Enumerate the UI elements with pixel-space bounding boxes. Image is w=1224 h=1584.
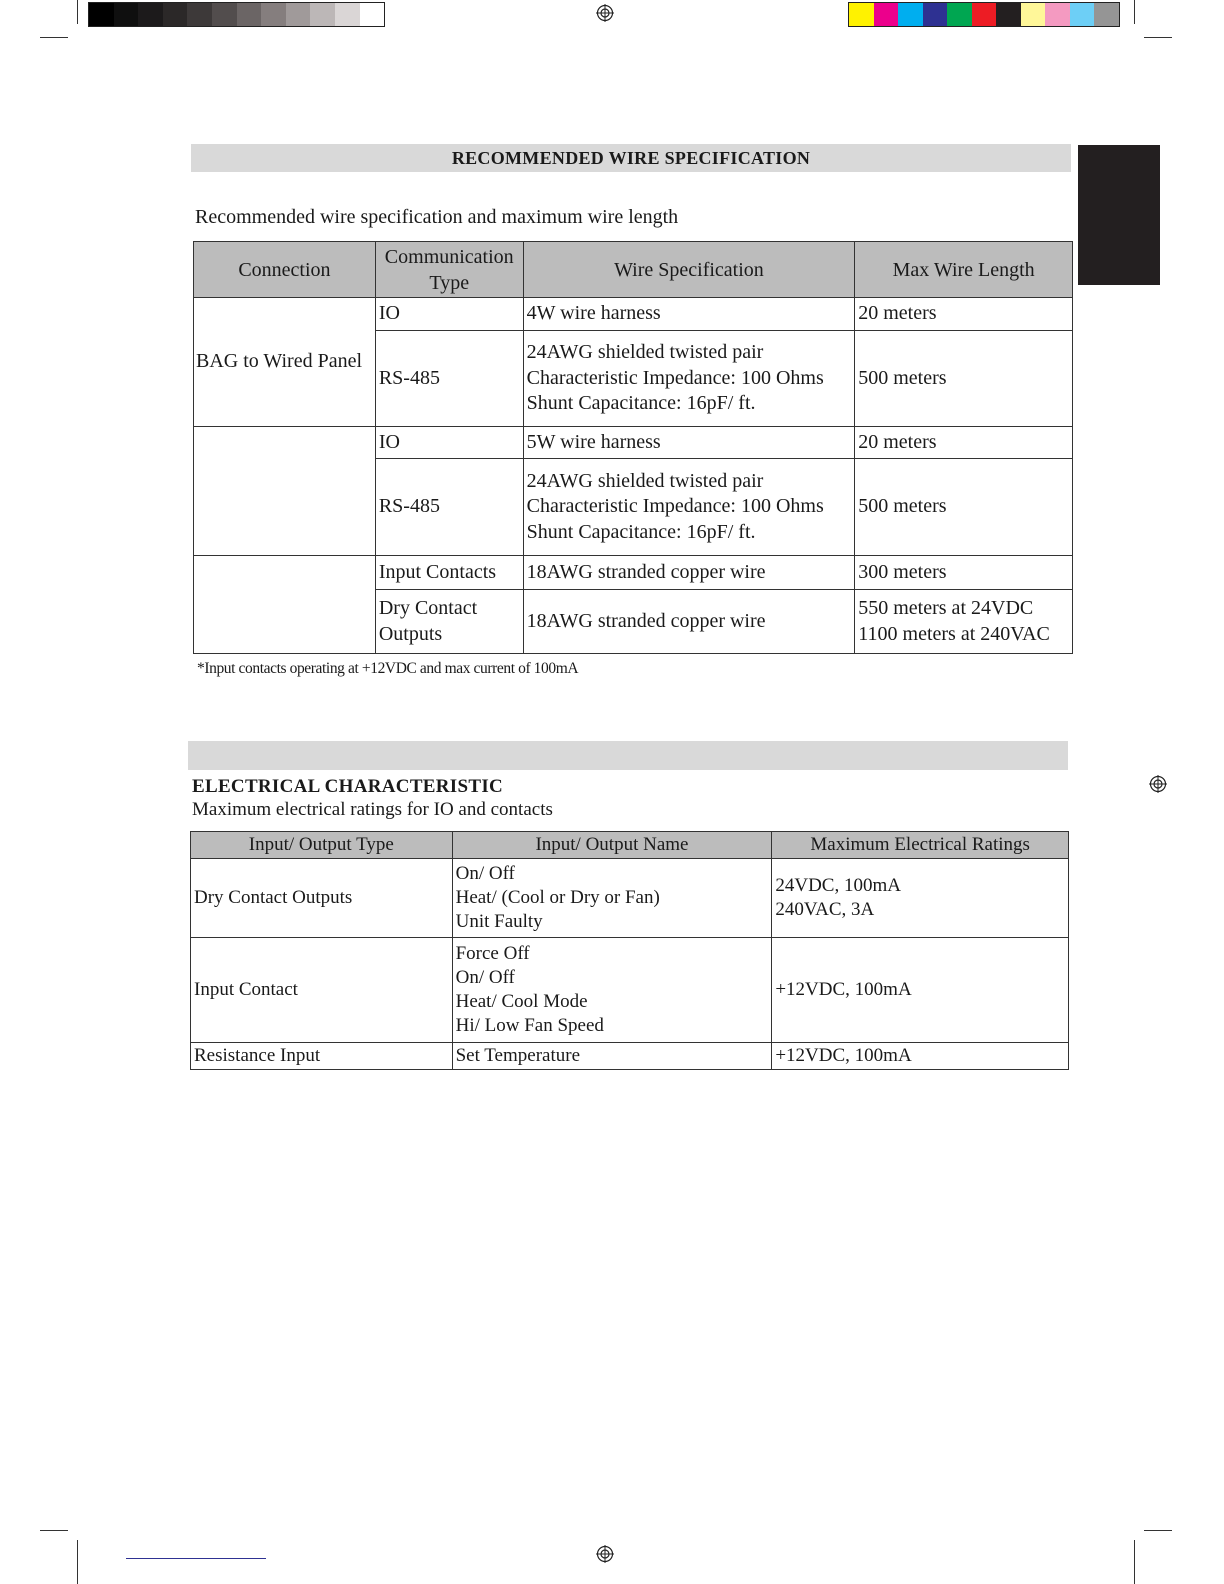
max-length-cell	[855, 298, 1073, 331]
wire-spec-cell	[523, 298, 855, 331]
io-name-cell-line: Heat/ (Cool or Dry or Fan)	[455, 887, 660, 908]
io-name-cell-line: Set Temperature	[455, 1045, 581, 1066]
max-length-cell	[855, 331, 1073, 427]
section-title-bar	[188, 741, 1068, 770]
color-swatch	[874, 3, 899, 26]
gray-swatch	[286, 3, 311, 26]
section-title-bar	[191, 144, 1071, 172]
registration-mark-icon	[596, 1545, 614, 1563]
wire-spec-cell	[523, 427, 855, 459]
io-name-cell	[452, 1043, 772, 1070]
wire-spec-cell-line: 24AWG shielded twisted pair	[526, 469, 764, 492]
max-length-cell-line: 20 meters	[858, 430, 937, 453]
gray-swatch	[360, 3, 385, 26]
rating-cell-line: 240VAC, 3A	[775, 899, 875, 920]
wire-spec-cell-line: Shunt Capacitance: 16pF/ ft.	[526, 392, 756, 415]
gray-swatch	[237, 3, 262, 26]
electrical-heading: ELECTRICAL CHARACTERISTIC	[192, 776, 504, 797]
gray-swatch	[89, 3, 114, 26]
max-length-cell	[855, 427, 1073, 459]
crop-mark	[1134, 0, 1135, 24]
color-swatch	[1094, 3, 1119, 26]
crop-mark	[40, 37, 68, 38]
connection-cell	[194, 556, 376, 654]
wire-spec-cell-line: 24AWG shielded twisted pair	[526, 341, 764, 364]
color-swatch	[1045, 3, 1070, 26]
io-name-cell-line: On/ Off	[455, 967, 515, 988]
gray-swatch	[163, 3, 188, 26]
registration-mark-icon	[596, 4, 614, 22]
table-caption: Recommended wire specification and maximum wire length	[195, 206, 679, 228]
color-swatch	[849, 3, 874, 26]
color-swatch	[1070, 3, 1095, 26]
communication-type-cell: IO	[375, 427, 523, 459]
table-row	[194, 427, 1073, 459]
wire-spec-cell	[523, 459, 855, 556]
max-length-cell-line: 550 meters at 24VDC	[858, 597, 1034, 619]
table-row	[194, 298, 1073, 331]
electrical-caption: Maximum electrical ratings for IO and contacts	[192, 799, 553, 820]
wire-spec-cell-line: Characteristic Impedance: 100 Ohms	[526, 495, 824, 518]
header-max-ratings: Maximum Electrical Ratings	[772, 832, 1069, 859]
color-swatch	[923, 3, 948, 26]
table-row	[191, 938, 1069, 1043]
grayscale-calibration-bar	[88, 2, 385, 27]
crop-mark	[1134, 1540, 1135, 1584]
wire-spec-cell-line: Shunt Capacitance: 16pF/ ft.	[526, 520, 756, 543]
wire-spec-cell-line: 18AWG stranded copper wire	[526, 560, 766, 583]
wire-spec-table	[193, 241, 1073, 654]
wire-spec-cell-line: 4W wire harness	[526, 302, 661, 325]
communication-type-cell: RS-485	[375, 331, 523, 427]
wire-spec-cell	[523, 556, 855, 590]
rating-cell	[772, 859, 1069, 938]
header-communication-type: Communication Type	[375, 242, 523, 298]
gray-swatch	[212, 3, 237, 26]
header-wire-specification: Wire Specification	[523, 242, 855, 298]
gray-swatch	[261, 3, 286, 26]
wire-spec-cell-line: 5W wire harness	[526, 430, 661, 453]
max-length-cell	[855, 556, 1073, 590]
header-io-name: Input/ Output Name	[452, 832, 772, 859]
gray-swatch	[187, 3, 212, 26]
header-io-type: Input/ Output Type	[191, 832, 453, 859]
crop-mark	[77, 1540, 78, 1584]
gray-swatch	[335, 3, 360, 26]
color-swatch	[996, 3, 1021, 26]
crop-mark	[77, 0, 78, 24]
wire-spec-cell-line: Characteristic Impedance: 100 Ohms	[526, 366, 824, 389]
communication-type-cell: Dry Contact Outputs	[375, 590, 523, 654]
wire-spec-cell	[523, 331, 855, 427]
crop-mark	[40, 1530, 68, 1531]
connection-cell: BAG to Wired Panel	[194, 298, 376, 427]
header-max-wire-length: Max Wire Length	[855, 242, 1073, 298]
max-length-cell-line: 500 meters	[858, 366, 947, 389]
rating-cell-line: +12VDC, 100mA	[775, 1045, 912, 1066]
color-swatch	[898, 3, 923, 26]
gray-swatch	[138, 3, 163, 26]
communication-type-cell: IO	[375, 298, 523, 331]
rating-cell	[772, 938, 1069, 1043]
chapter-tab	[1078, 145, 1160, 285]
crop-mark	[1144, 37, 1172, 38]
connection-cell	[194, 427, 376, 556]
max-length-cell	[855, 459, 1073, 556]
color-calibration-bar	[848, 2, 1120, 27]
gray-swatch	[114, 3, 139, 26]
header-connection: Connection	[194, 242, 376, 298]
section-title: RECOMMENDED WIRE SPECIFICATION	[451, 148, 811, 168]
io-name-cell	[452, 938, 772, 1043]
color-swatch	[972, 3, 997, 26]
io-name-cell-line: On/ Off	[455, 863, 515, 884]
footnote: *Input contacts operating at +12VDC and max current of 100mA	[197, 660, 579, 677]
rating-cell	[772, 1043, 1069, 1070]
io-type-cell: Input Contact	[191, 938, 453, 1043]
electrical-table	[190, 831, 1069, 1070]
io-name-cell-line: Hi/ Low Fan Speed	[455, 1015, 604, 1036]
io-name-cell	[452, 859, 772, 938]
io-type-cell: Dry Contact Outputs	[191, 859, 453, 938]
wire-spec-cell-line: 18AWG stranded copper wire	[526, 609, 766, 632]
io-type-cell: Resistance Input	[191, 1043, 453, 1070]
io-name-cell-line: Heat/ Cool Mode	[455, 991, 588, 1012]
rating-cell-line: 24VDC, 100mA	[775, 875, 901, 896]
wire-spec-cell	[523, 590, 855, 654]
max-length-cell-line: 300 meters	[858, 560, 947, 583]
communication-type-cell: RS-485	[375, 459, 523, 556]
io-name-cell-line: Force Off	[455, 943, 530, 964]
max-length-cell-line: 20 meters	[858, 302, 937, 325]
color-swatch	[947, 3, 972, 26]
rating-cell-line: +12VDC, 100mA	[775, 979, 912, 1000]
table-row	[194, 556, 1073, 590]
gray-swatch	[310, 3, 335, 26]
crop-mark	[1144, 1530, 1172, 1531]
max-length-cell-line: 1100 meters at 240VAC	[858, 622, 1050, 645]
io-name-cell-line: Unit Faulty	[455, 911, 543, 932]
communication-type-cell: Input Contacts	[375, 556, 523, 590]
table-row	[191, 1043, 1069, 1070]
color-swatch	[1021, 3, 1046, 26]
max-length-cell	[855, 590, 1073, 654]
footer-rule	[126, 1558, 266, 1559]
table-row	[191, 859, 1069, 938]
max-length-cell-line: 500 meters	[858, 495, 947, 518]
registration-mark-icon	[1149, 775, 1167, 793]
